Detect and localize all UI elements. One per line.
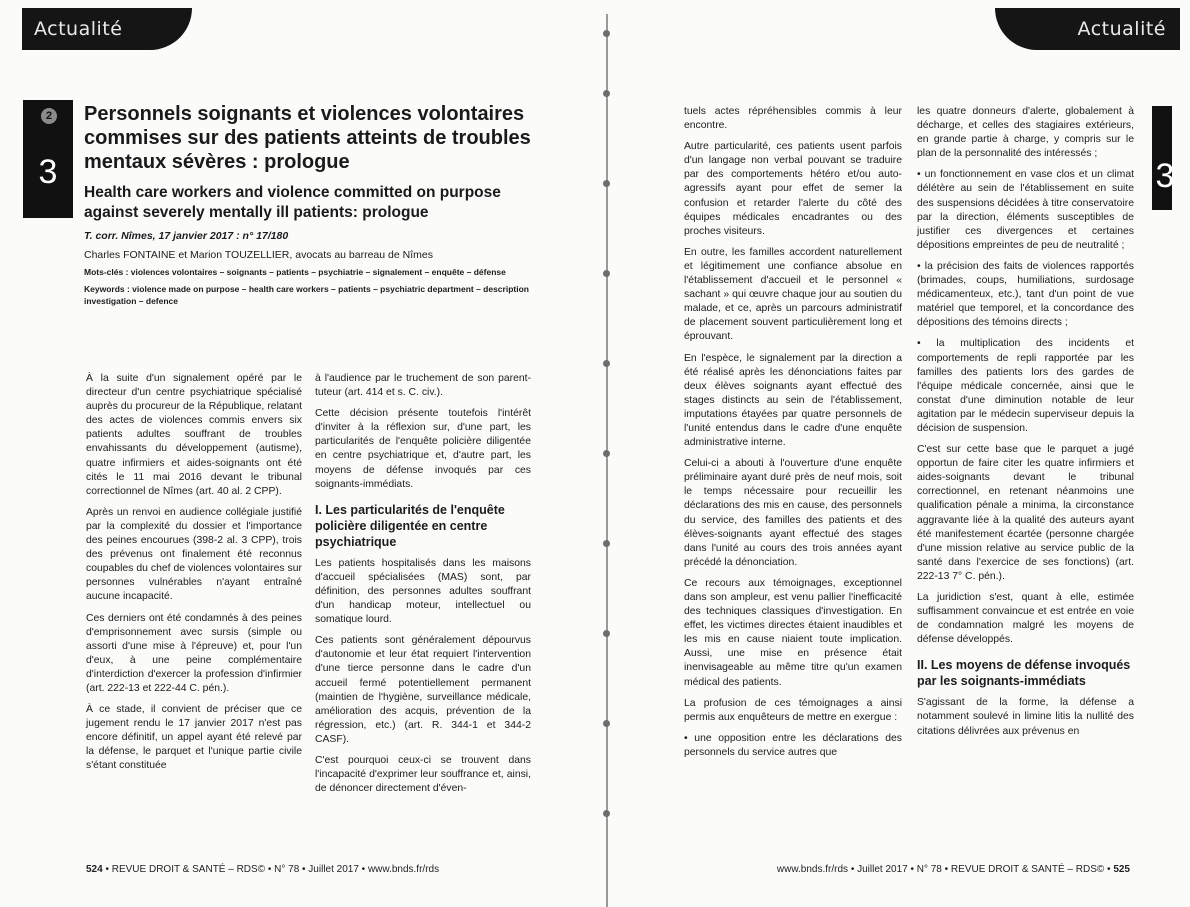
footer-left-text: • REVUE DROIT & SANTÉ – RDS© • N° 78 • Juillet 2017 • www.bnds.fr/rds xyxy=(102,864,440,875)
section-heading-1: I. Les particularités de l'enquête policière diligentée en centre psychiatrique xyxy=(315,502,505,549)
paragraph: Après un renvoi en audience collégiale justifié par la complexité du dossier et l'importance des peines encourues (398-2 al. 3 CPP), trois des prévenus ont finalement été reconnus coupables du chef de violences volontaires sur personnes vulnérables n'ayant entraîné aucune incapacité. xyxy=(86,506,302,603)
paragraph: Autre particularité, ces patients usent parfois d'un langage non verbal pouvant se traduire par des comportements hétéro et/ou auto-agressifs ayant pour effet de semer la confusion et retarder l'alerte du côté des équipes médicales encadrantes ou des proches visiteurs. xyxy=(684,141,902,237)
article-header xyxy=(84,102,544,307)
binding-staple xyxy=(603,90,610,97)
paragraph: tuels actes répréhensibles commis à leur encontre. xyxy=(684,106,902,132)
bullet-item: • la précision des faits de violences rapportés (brimades, coups, humiliations, surdosage médicamenteux, etc.), tant d'un point de vue matériel que temporel, et la concordance des dépositions des témoins directs ; xyxy=(917,260,1134,329)
page-number-right: 525 xyxy=(1113,864,1130,875)
bullet-item: • la multiplication des incidents et comportements de repli rapportée par les familles des patients lors des gardes de l'équipe médicale concernée, ainsi que le constat d'une diminution notable de leur agitation par le médecin superviseur depuis la décision de suspension. xyxy=(917,338,1134,434)
binding-staple xyxy=(603,450,610,457)
article-title-fr: Personnels soignants et violences volontaires commises sur des patients atteints de troubles mentaux sévères : prologue xyxy=(84,103,531,173)
bullet-item: • un fonctionnement en vase clos et un climat délétère au sein de l'établissement en suite des suspensions décidées à titre conservatoire par la direction, éléments susceptibles de justifier ces divergences et certaines dépositions empreintes de peu de neutralité ; xyxy=(917,169,1134,251)
column-3 xyxy=(684,105,902,767)
binding-staple xyxy=(603,180,610,187)
binding-staple xyxy=(603,30,610,37)
binding-staple xyxy=(603,540,610,547)
bullet-item: • une opposition entre les déclarations des personnels du service autres que xyxy=(684,732,902,758)
article-number-box xyxy=(23,100,73,218)
paragraph: En outre, les familles accordent naturellement et légitimement une confiance absolue en l'établissement d'accueil et le personnel « sachant » qui œuvre chaque jour au soutien du malade, et ce, après un parcours administratif de placement souvent particulièrement long et éprouvant. xyxy=(684,246,902,343)
column-2 xyxy=(315,372,531,803)
binding-staple xyxy=(603,720,610,727)
paragraph: À la suite d'un signalement opéré par le directeur d'un centre psychiatrique spécialisé auprès du procureur de la République, relatant des actes de violences commis envers six patients adultes souffrant de troubles envahissants du développement (autisme), quatre infirmiers et aides-soignants ont été cités le 11 mai 2016 devant le tribunal correctionnel de Nîmes (art. 40 al. 2 CPP). xyxy=(86,373,302,497)
binding-staple xyxy=(603,360,610,367)
paragraph: C'est sur cette base que le parquet a jugé opportun de faire citer les quatre infirmiers et aides-soignants devant le tribunal correctionnel, en retenant néanmoins une qualification pénale a minima, la circonstance aggravante liée à la qualité des auteurs ayant été manifestement écartée (personne chargée d'une mission relative au service public de la santé dans l'exercice de ses fonctions) (art. 222-13 7° C. pén.). xyxy=(917,444,1134,582)
paragraph: En l'espèce, le signalement par la direction a été réalisé après les dénonciations faites par deux élèves soignants ayant effectué des stages distincts au sein de l'établissement, imputations étayées par quatre personnels de l'unité entendus dans le cadre d'une enquête administrative interne. xyxy=(684,352,902,449)
footer-left xyxy=(86,864,439,875)
section-banner-left: Actualité xyxy=(22,8,192,50)
paragraph: S'agissant de la forme, la défense a notamment soulevé in limine litis la nullité des citations délivrées aux prévenus en xyxy=(917,697,1134,737)
column-4 xyxy=(917,105,1134,746)
paragraph: À ce stade, il convient de préciser que ce jugement rendu le 17 janvier 2017 n'est pas encore définitif, un appel ayant été relevé par la défense, le parquet et l'unique partie civile s'étant constituée xyxy=(86,704,302,772)
article-number: 3 xyxy=(38,153,58,191)
paragraph: La juridiction s'est, quant à elle, estimée suffisamment convaincue et est entrée en voie de condamnation malgré les moyens de défense développés. xyxy=(917,592,1134,646)
binding-staple xyxy=(603,270,610,277)
binding-staple xyxy=(603,810,610,817)
keywords: Keywords : violence made on purpose – health care workers – patients – psychiatric department – description investigation – defence xyxy=(84,284,529,306)
paragraph: Les patients hospitalisés dans les maisons d'accueil spécialisées (MAS) sont, par définition, des personnes adultes souffrant d'un handicap moteur, intellectuel ou somatique lourd. xyxy=(315,557,531,626)
article-number-right: 3 xyxy=(1155,157,1175,195)
paragraph: Ces patients sont généralement dépourvus d'autonomie et leur état requiert l'intervention d'une tierce personne dans le cadre d'un accueil fermé potentiellement permanent (maintien de l'hygiène, surveillance médicale, amélioration des acquis, prévention de la régression, etc.) (art. R. 344-1 et 344-2 CASF). xyxy=(315,635,531,745)
section-heading-2: II. Les moyens de défense invoqués par les soignants-immédiats xyxy=(917,658,1131,689)
footer-right-text: www.bnds.fr/rds • Juillet 2017 • N° 78 • REVUE DROIT & SANTÉ – RDS© • xyxy=(776,864,1114,875)
case-reference: T. corr. Nîmes, 17 janvier 2017 : n° 17/180 xyxy=(84,230,289,242)
paragraph: les quatre donneurs d'alerte, globalement à décharge, et celles des stagiaires extérieurs, en grande partie à charge, y compris sur le plan de la personnalité des intéressés ; xyxy=(917,106,1134,160)
paragraph: Ces derniers ont été condamnés à des peines d'emprisonnement avec sursis (simple ou assorti d'une mise à l'épreuve) et, pour l'un d'eux, à une peine complémentaire d'interdiction d'exercer la profession d'infirmier (art. 222-13 et 222-44 C. pén.). xyxy=(86,612,302,694)
mots-cles: Mots-clés : violences volontaires – soignants – patients – psychiatrie – signalement – enquête – défense xyxy=(84,267,506,277)
binding-gutter xyxy=(606,14,608,907)
column-1 xyxy=(86,372,302,781)
section-banner-right: Actualité xyxy=(995,8,1180,50)
paragraph: C'est pourquoi ceux-ci se trouvent dans l'incapacité d'exprimer leur souffrance et, ainsi, de dénoncer directement d'éven- xyxy=(315,754,531,795)
paragraph: Ce recours aux témoignages, exceptionnel dans son ampleur, est venu pallier l'inefficacité des techniques classiques d'investigation. En effet, les victimes directes étaient inaudibles et les mis en cause niaient toute implication. Aussi, une mise en présence était inenvisageable au même titre qu'un examen médical des patients. xyxy=(684,577,902,688)
article-number-box-right xyxy=(1152,106,1175,210)
article-badge: 2 xyxy=(41,108,57,124)
paragraph: Celui-ci a abouti à l'ouverture d'une enquête préliminaire ayant duré près de neuf mois, soit le temps nécessaire pour recueillir les déclarations des mis en cause, des personnels du service, des familles des patients et des élèves-soignants ayant effectué des stages dans l'unité au cours des trois années ayant précédé la dénonciation. xyxy=(684,458,902,568)
paragraph: Cette décision présente toutefois l'intérêt d'inviter à la réflexion sur, d'une part, les particularités de l'enquête policière diligentée en centre psychiatrique et, d'autre part, les moyens de défense invoqués par ces soignants-immédiats. xyxy=(315,408,531,490)
article-title-en: Health care workers and violence committed on purpose against severely mentally ill patients: prologue xyxy=(84,184,501,221)
page-number-left: 524 xyxy=(86,864,103,875)
authors: Charles FONTAINE et Marion TOUZELLIER, avocats au barreau de Nîmes xyxy=(84,249,433,261)
paragraph: La profusion de ces témoignages a ainsi permis aux enquêteurs de mettre en exergue : xyxy=(684,697,902,723)
footer-right xyxy=(700,864,1130,875)
paragraph: à l'audience par le truchement de son parent-tuteur (art. 414 et s. C. civ.). xyxy=(315,373,531,399)
binding-staple xyxy=(603,630,610,637)
